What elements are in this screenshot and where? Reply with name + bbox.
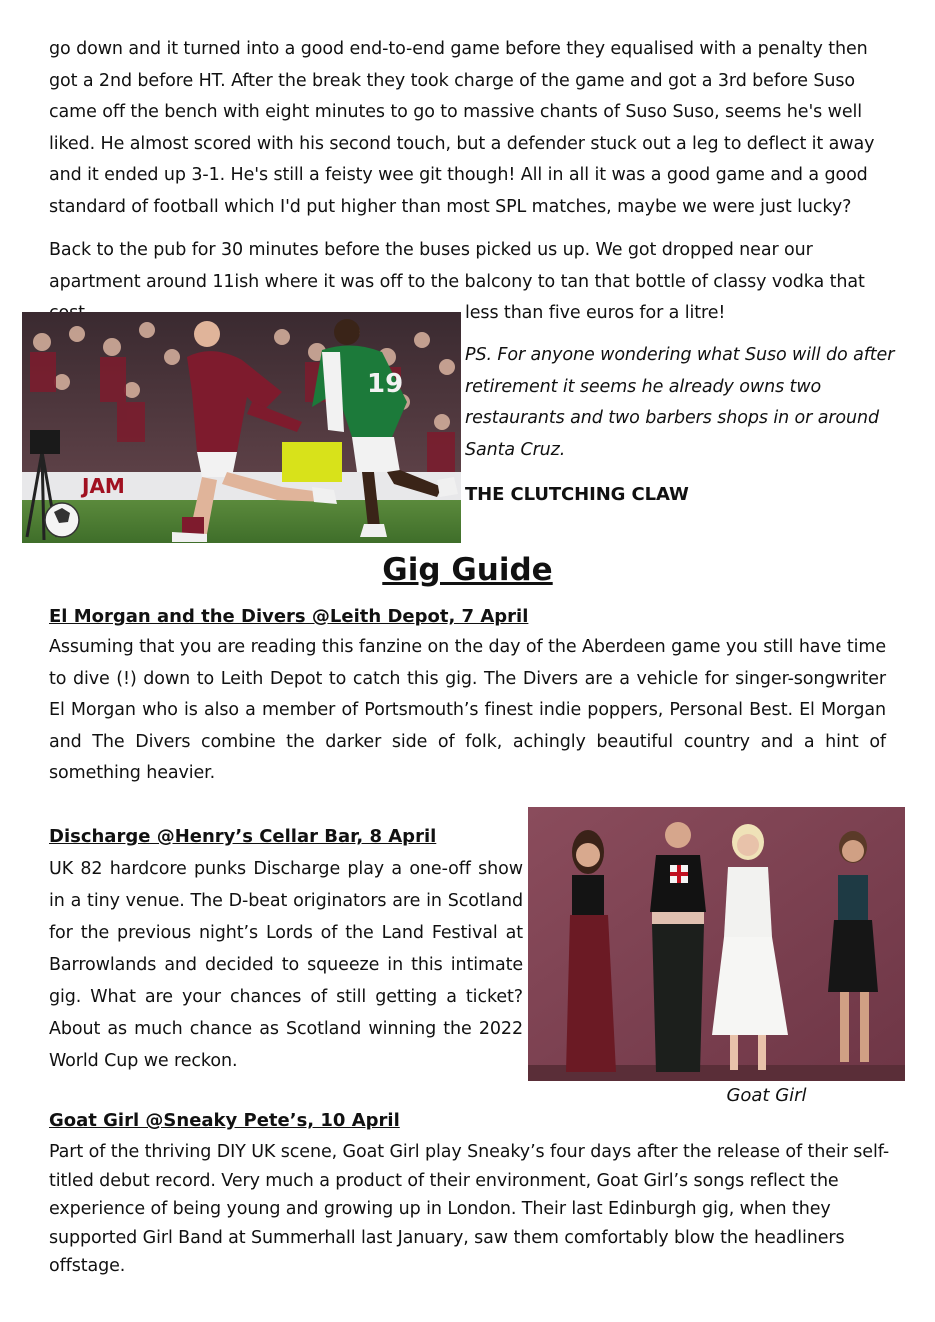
gig-heading-discharge: Discharge @Henry’s Cellar Bar, 8 April [49, 826, 437, 847]
ps-note: PS. For anyone wondering what Suso will do after retirement it seems he already owns two restaurants and two barbers shops in or around Santa Cruz. [465, 345, 895, 460]
report-paragraph-1: go down and it turned into a good end-to-end game before they equalised with a penalty then got a 2nd before HT. After the break they took charge of the game and got a 3rd before Suso came off the bench with eight minutes to go to massive chants of Suso Suso, seems he's well liked. He almost scored with his second touch, but a defender stuck out a leg to deflect it away and it ended up 3-1. He's still a feisty wee git though! All in all it was a good game and a good standard of football which I'd put higher than most SPL matches, maybe we were just lucky? [49, 39, 875, 217]
gig-heading-el-morgan: El Morgan and the Divers @Leith Depot, 7 April [49, 606, 529, 627]
band-photo-caption: Goat Girl [726, 1085, 807, 1106]
banner-text: JAM [82, 474, 125, 498]
report-paragraph-2-continued: less than five euros for a litre! [465, 303, 726, 323]
football-match-photo [22, 312, 461, 543]
author-signoff: THE CLUTCHING CLAW [465, 484, 689, 505]
report-paragraph-2: Back to the pub for 30 minutes before the buses picked us up. We got dropped near our apartment around 11ish where it was off to the balcony to tan that bottle of classy vodka that [49, 240, 865, 292]
gig-guide-title: Gig Guide [382, 552, 553, 588]
gig-body-discharge: UK 82 hardcore punks Discharge play a one-off show in a tiny venue. The D-beat originators are in Scotland for the previous night’s Lords of the Land Festival at Barrowlands and decided to squeeze in this intimate gig. What are your chances of still getting a ticket? About as much chance as Scotland winning the 2022 World Cup we reckon. [49, 859, 523, 1071]
gig-heading-goat-girl: Goat Girl @Sneaky Pete’s, 10 April [49, 1110, 400, 1131]
gig-body-el-morgan: Assuming that you are reading this fanzine on the day of the Aberdeen game you still have time to dive (!) down to Leith Depot to catch this gig. The Divers are a vehicle for singer-songwriter El Morgan who is also a member of Portsmouth’s finest indie poppers, Personal Best. El Morgan and The Divers combine the darker side of folk, achingly beautiful country and a hint of something heavier. [49, 637, 886, 783]
goat-girl-band-photo [528, 807, 905, 1081]
gig-body-goat-girl: Part of the thriving DIY UK scene, Goat Girl play Sneaky’s four days after the release of their self-titled debut record. Very much a product of their environment, Goat Girl’s songs reflect the experience of being young and growing up in London. Their last Edinburgh gig, when they supported Girl Band at Summerhall last January, saw them comfortably blow the headliners offstage. [49, 1142, 890, 1276]
shirt-number: 19 [367, 369, 404, 399]
